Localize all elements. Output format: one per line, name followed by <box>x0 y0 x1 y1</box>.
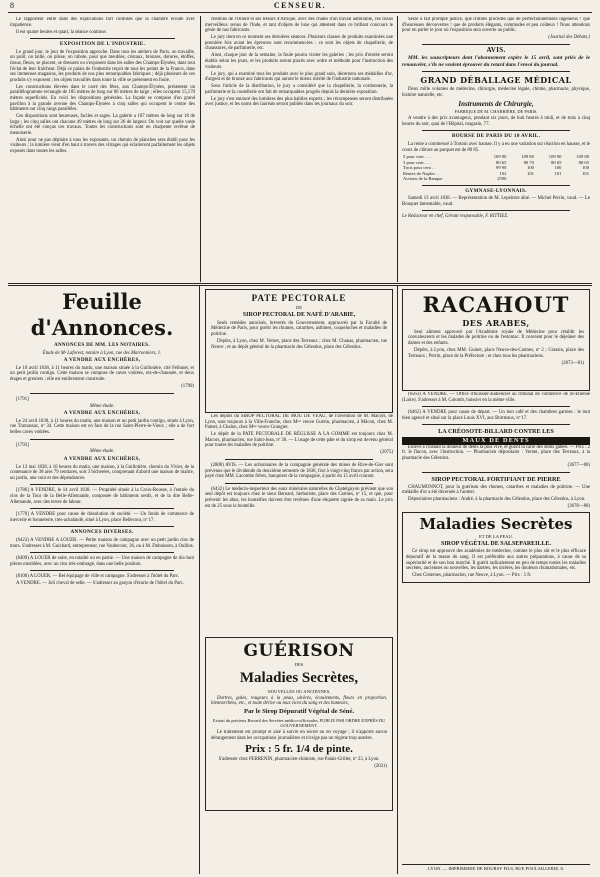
bourse-value: 101 <box>582 170 589 176</box>
vente-text: Le 18 avril 1838, à 11 heures du matin, une maison située à la Guillotière, cité Fellonet, et un petit jardin contigu. Cette maison se compose de caves voûtées, rez-de-chaussée, et deux étages et greniers ; elle est entièrement construite. <box>10 365 194 382</box>
pate-lower-text <box>205 414 393 519</box>
grand-deballage-text: Deux mille volumes de médecine, chirurgie, médecine légale, chimie, pharmacie, physique, histoire naturelle, etc. <box>402 87 590 98</box>
annonce-ref: (8100) <box>16 574 29 580</box>
pate-depots: Dépôts, à Lyon, chez M. Vernet, place des Terreaux ; chez M. Chanas, pharmacien, rue Neuve ; et au dépôt général de la pharmacie des Célestins, place des Célestins. <box>211 338 387 350</box>
article-paragraph: Le jury s'est entouré des lumières des plus habiles experts ; les récompenses seront distribuées avec justice, et les noms des lauréats seront publiés dans les journaux du soir. <box>205 96 393 108</box>
annonce-ref: (6409) <box>16 556 29 562</box>
pate-text: Seuls remèdes autorisés, brevetés du Gouvernement, approuvés par la Faculté de Médecine de Paris, pour guérir les rhumes, catarrhes, asthmes, coqueluches et maladies de poitrine. <box>211 320 387 337</box>
maladies-name: SIROP VÉGÉTAL DE SALSEPAREILLE. <box>440 541 552 548</box>
article-column-right <box>402 17 590 282</box>
bourse-value: 100 <box>554 165 562 171</box>
bourse-label: 5 pour cent. . . . <box>403 154 432 160</box>
annonce-text: A VENDRE pour cause de départ. — Un bon café et des chambres garnies : le tout bien agencé et situé sur la place Louis XVI, aux Brotteaux, nº 17. <box>402 410 590 421</box>
vente-ref: (1790) <box>181 383 194 389</box>
maladies-sub: ET DE LA PEAU. <box>478 534 514 540</box>
vente-ref: [1770] <box>16 512 29 518</box>
maladies-title: Maladies Secrètes <box>419 514 573 533</box>
bourse-label: Actions de la Banque <box>403 176 443 182</box>
bourse-note: La rente a commencé à Tortoni avec hausse. Il y a eu une variation sur réaction en hausse, et le cours de clôture au parquet est de 80 85. <box>402 141 590 153</box>
annonce-ref: (6462) <box>408 410 421 416</box>
vente-ref: [1793] <box>16 442 29 448</box>
bourse-value: 109 80 <box>576 154 589 160</box>
vente-text: A VENDRE pour cause de dissolution de société. — Un fonds de commerce de mercerie et bonneterie, très-achalandé, situé à Lyon, place Bellecour, nº 17. <box>10 512 194 523</box>
bourse-value: 100 <box>527 165 534 171</box>
guerison-sirop: Par le Sirop Dépuratif Végétal de Séné. <box>243 708 355 716</box>
instruments-text: A vendre à des prix avantageux, pendant six jours, de huit heures à midi, et de trois à cinq heures du soir, quai de l'Hôpital, magasin, 77. <box>402 116 590 127</box>
bourse-value: 109 90 <box>548 154 562 160</box>
gymnase-title: GYMNASE-LYONNAIS. <box>465 187 527 194</box>
article-paragraph: Sous l'article de la distribution, le jury a considéré que la chapellerie, la cordonnerie, la parfumerie et la coutellerie ont fait de remarquables progrès depuis la dernière exposition. <box>205 84 393 95</box>
bourse-value: 100 <box>582 165 589 171</box>
pate-name: SIROP PECTORAL DE NAFÉ D'ARABIE, <box>242 312 356 319</box>
etude-line: Étude de Mᵉ Laforest, notaire à Lyon, rue des Marronniers, 1. <box>42 350 162 356</box>
guerison-title: GUÉRISON <box>243 641 355 661</box>
article-paragraph: Le rapporteur entre dans des explications fort confuses que la chambre écoute avec impatience. <box>10 17 195 28</box>
bourse-value: 109 80 <box>521 154 534 160</box>
page-number: 8 <box>10 1 14 10</box>
bourse-value: 80 70 <box>523 159 534 165</box>
avis-heading: AVIS. <box>486 45 506 54</box>
annonce-text: AVIS. — Les actionnaires de la compagnie générale des mines de Rive-de-Gier sont prévenus que le dividende du deuxième semestre de 1838, fixé à vingt-cinq francs par action, sera payé chez MM. Lacombe frères, banquiers de la compagnie, à partir du 15 avril courant. <box>205 462 393 480</box>
article-paragraph: Le jury tient en ce moment ses dernières séances. Plusieurs classes de produits examinées une première fois avant les épreuves sont recommencées : ce sont les objets de chapellerie, de chaussures, de parfumerie, etc. <box>205 35 393 52</box>
gerant-signature: Le Rédacteur en chef, Gérant responsable, F. RITTIEZ. <box>402 214 509 220</box>
feuille-annonces-column <box>10 289 194 874</box>
article-paragraph: Ainsi pour ne pas déplaire à tous les exposants, un chemin de planches sera établi pour les visiteurs ; la lumière vient d'en haut à travers des vitrages qui éclaireront parfaitement les objets exposés dans toutes les salles. <box>10 137 195 155</box>
guerison-sub2: NOUVELLES OU ANCIENNES, <box>267 688 331 694</box>
bourse-value: 102 <box>499 170 507 176</box>
guerison-name: Maladies Secrètes, <box>239 670 359 687</box>
racahout-sub: DES ARABES, <box>462 318 530 329</box>
article-paragraph: Il est quatre heures et quart, la séance continue. <box>16 29 107 35</box>
annonce-ref: (6423) <box>16 538 29 544</box>
gymnase-text: Samedi 13 avril 1838. — Représentation de M. Lepeintre aîné. — Michel Perrin, vaud. — Le Bouquet lamentable, vaud. <box>402 196 590 207</box>
vente-subheading: Même étude. <box>89 449 115 455</box>
annonce-text: A VENDRE. — Office d'huissier-audiencier au tribunal de commerce de St-Étienne (Loire). S'adresser à M. Colomb, huissier en la même ville. <box>402 392 590 403</box>
racahout-ref: (2073—81) <box>561 360 584 366</box>
vente-ref: [1791] <box>16 396 29 402</box>
pate-sub: DE <box>296 305 302 311</box>
instruments-title: Instruments de Chirurgie, <box>458 99 534 108</box>
grand-deballage-title: GRAND DÉBALLAGE MÉDICAL <box>420 75 572 86</box>
bourse-label: Trois pour cent . . <box>403 165 436 171</box>
bourse-value <box>535 176 563 181</box>
instruments-subtitle: FABRIQUE DE M. CHARRIÈRE, DE PARIS. <box>454 109 538 115</box>
vente-text: Le 24 avril 1838, à 11 heures du matin, une maison et un petit jardin contigu, situés à Lyon, rue Tramassac, nº 34. Cette maison est en face de la rue Saint-Pierre-le-Vieux ; elle a de fort belles caves voûtées. <box>10 418 194 435</box>
guerison-sub: DES <box>294 662 304 668</box>
article-paragraph: chemins de l'Orient et ses trésors d'Afrique, avec des châles d'un travail admirable, ces tissus merveilleux venus de l'Inde, et tant d'objets de luxe qui attestent dans ce brillant concours le génie de nos fabricants. <box>205 17 393 34</box>
article-paragraph: Ainsi, chaque jour de la semaine, la foule pourra visiter les galeries ; les prix d'entrée seront établis selon les jours, et les produits seront placés avec ordre et méthode pour l'instruction des visiteurs. <box>205 53 393 70</box>
racahout-ad <box>402 289 590 391</box>
annonce-ref: (2808) <box>211 462 224 468</box>
bourse-value: 101 <box>527 170 534 176</box>
article-paragraph: Les constructions élevées dans le carré des fêtes, aux Champs-Élysées, présentent un parallélogramme rectangle de 185 mètres de long sur 80 mètres de large ; elles occupent 15,170 mètres superficiels. En voici les dispositions générales. La façade se compose d'un grand pavillon à la grande avenue des Champs-Élysées à cinq salles qui occupent le centre des bâtiments sur cinq rangs parallèles. <box>10 84 195 113</box>
vente-ref: [1786] <box>16 488 29 494</box>
newspaper-title: CENSEUR. <box>273 1 327 10</box>
maladies-text: Ce sirop est approuvé des académies de médecine, comme le plus sûr et le plus efficace dépuratif de la masse du sang. Il est préférable aux autres préparations, à cause de sa supériorité et de son bon marché. Il guérit radicalement en peu de temps toutes les maladies secrètes, anciennes ou nouvelles, les dartres, les ulcères, les douleurs rhumatismales, etc. <box>406 549 586 572</box>
creosote-title: LA CRÉOSOTE-BILLARD CONTRE LES <box>438 428 554 436</box>
article-column-left <box>10 17 195 280</box>
pate-pectorale-ad <box>205 289 393 413</box>
notaires-heading: ANNONCES DE MM. LES NOTAIRES. <box>54 343 150 348</box>
article-paragraph: Seize à fait prompte justice, que d'utiles procédés que de perfectionnements ingénieux ! que d'heureuses découvertes ! que de produits élégants, commodes et peu coûteux ! Nous attendons pour en parler le jour où l'exposition sera ouverte au public. <box>402 17 590 34</box>
vente-heading: A VENDRE AUX ENCHÈRES, <box>63 410 141 417</box>
annonce-text: A LOUER de suite, en totalité ou en partie. — Une maison de campagne de dix-huit pièces meublées, avec un clos très-ombragé, dans une belle position. <box>10 556 194 567</box>
sirop-depots: Dépositaires pharmaciens : André, à la pharmacie des Célestins, place des Célestins, à Lyon. <box>408 497 586 503</box>
annonce-text: A LOUER. — Bel équipage de ville et campagne. S'adresser à l'hôtel du Parc. <box>29 574 180 580</box>
article-column-middle <box>205 17 393 280</box>
guerison-price: Prix : 5 fr. 1/4 de pinte. <box>245 742 353 755</box>
sirop-ref: (3678—80) <box>567 504 590 510</box>
bourse-value: 80 65 <box>551 159 562 165</box>
bourse-value: 80 65 <box>578 159 589 165</box>
bourse-label: 3 pour cent. . . . <box>403 159 432 165</box>
bourse-value: 99 90 <box>496 165 507 171</box>
bourse-value <box>562 176 590 181</box>
guerison-ad <box>205 637 393 811</box>
annonce-ref: (2075) <box>380 450 393 456</box>
vente-text: Le 12 mai 1838, à 10 heures du matin, une maison, à la Guillotière, chemin du Vivier, de la contenance de 38 ares 79 centiares, soit 3 bicherées, comprenant d'abord une maison de maître, un jardin, une cour et des dépendances. <box>10 464 194 481</box>
guerison-ref: (2031) <box>374 764 387 770</box>
bourse-value: 101 <box>554 170 562 176</box>
guerison-address: S'adresser chez PERRENIN, pharmacien-chimiste, rue Palais-Grillet, nº 23, à Lyon. <box>218 757 380 763</box>
annonce-text: A VENDRE. — Joli cheval de selle. — S'adresser au garçon d'écurie de l'hôtel du Parc. <box>16 581 184 587</box>
racahout-title: RACAHOUT <box>422 292 570 317</box>
creosote-banner: MAUX DE DENTS <box>402 437 590 445</box>
creosote-text: Enlève à l'instant la douleur de dents la plus vive, et guérit la carie des dents gâtées. — Prix : 2 fr. le flacon, avec l'instruction. — Pharmacien dépositaire : Vernet, place des Terreaux, à la pharmacie des Célestins. <box>402 444 590 462</box>
pate-title: PATE PECTORALE <box>251 293 347 303</box>
sirop-title: SIROP PECTORAL FORTIFIANT DE PIERRE <box>431 475 561 483</box>
vente-heading: A VENDRE AUX ENCHÈRES, <box>63 357 141 364</box>
annonce-text: Le dépôt de la PATE PECTORALE DE RÉGLISSE A LA GOMME est toujours chez M. Macors, pharmacien, rue Saint-Jean, nº 30. — L'usage de cette pâte et du sirop est devenu général pour toutes les maladies de poitrine. <box>205 432 393 449</box>
annonce-ref: (6432) <box>211 486 224 492</box>
bourse-value: 2590 <box>497 176 507 182</box>
vente-text: A VENDRE, le 14 avril 1838. — Propriété située à la Croix-Rousse, à l'entrée du clos de la Tour de la Belle-Allemande, composée de bâtiments neufs, et de la dite Belle-Allemande, avec des terres de labour. <box>10 488 194 505</box>
bourse-row <box>402 176 590 181</box>
bourse-label: Rentes de Naples . . <box>403 170 440 176</box>
bourse-title: BOURSE DE PARIS DU 10 AVRIL. <box>451 133 541 140</box>
guerison-text: Dartres, gales, rougeurs à la peau, ulcères, écoulements, fleurs en proportion, blennorrhées, etc., et toute dérive ou tous vices du sang et des humeurs, <box>211 695 387 707</box>
page-header <box>8 0 592 13</box>
maladies-secretes-ad <box>402 512 590 584</box>
article-source: (Journal des Débats.) <box>548 35 590 41</box>
article-paragraph: Le jury, qui a examiné tous les produits avec le plus grand soin, décernera ses médailles d'or, d'argent et de bronze aux fabricants qui auront le mieux mérité de l'industrie nationale. <box>205 71 393 83</box>
vente-subheading: Même étude. <box>89 403 115 409</box>
sirop-text: CHAUMONNOT, pour la guérison des rhumes, catarrhes et maladies de poitrine. — Une médaille d'or a été décernée à l'auteur. <box>402 484 590 496</box>
bourse-table <box>402 154 590 181</box>
feuille-annonces-title: Feuille d'Annonces. <box>30 289 174 340</box>
avis-text: MM. les souscripteurs dont l'abonnement expire le 15 avril, sont priés de le renouveler, s'ils ne veulent éprouver du retard dans l'envoi du journal. <box>402 55 590 68</box>
bourse-value: 80 65 <box>496 159 507 165</box>
annonce-text: Le médecin-inspecteur des eaux minérales naturelles de Chatelguyon prévient que son seul dépôt est toujours chez le sieur Bernard, herboriste, place des Carmes, nº 15, et que, pour prévenir les abus, les bouteilles doivent être revêtues d'une étiquette signée de sa main. Le prix est de 25 sous la bouteille. <box>205 486 393 509</box>
maladies-address: Chez Cisternes, pharmacien, rue Neuve, à Lyon. — Prix : 5 fr. <box>412 573 532 579</box>
right-annonces-column <box>402 392 590 872</box>
article-paragraph: Le grand jour, le jour de l'exposition approche. Dans tous les ateliers de Paris, on travaille, on polit, on taille, on plisse, on rabote, pour que meubles, cristaux, bronzes, dorures, étoffes, tissus, fleurs, se placent, se dressent ou s'exposent dans les salles des Champs-Élysées, dans tout l'éclat de leur fraîcheur. Déjà ce palais de l'industrie reçoit de tous les points de la France, dans ses immenses magasins, les produits de nos plus remarquables fabriques ; déjà plusieurs de ces produits s'y exposent ; les objets travaillés dans toute la ville se présentent en foule. <box>10 49 195 83</box>
racahout-depots: Dépôts, à Lyon, chez MM. Guinet, place Neuve-des-Carmes, nº 2 ; Grassin, place des Terreaux ; Perrin, place de la Préfecture ; et chez tous les pharmaciens. <box>408 347 584 359</box>
article-paragraph: Ces dispositions sont heureuses, faciles et sages. La galerie a 187 mètres de long sur 18 de large ; les cinq salles ont chacune 49 mètres de long sur 26 de largeur. On voit sur quelle vaste échelle ont été conçus ces travaux. Toutes les constructions sont en charpente revêtue de menuiserie. <box>10 114 195 136</box>
guerison-body: Le traitement est prompt et aisé à suivre en secret ou en voyage ; il n'apporte aucun dérangement dans les occupations journalières et n'exige pas un régime trop austère. <box>211 730 387 741</box>
guerison-note: Extrait du précieux Recueil des Secrètes médico-officinales, PUBLIE PAR ORDRE EXPRÈS DU GOUVERNEMENT. <box>212 717 386 729</box>
section-heading: EXPOSITION DE L'INDUSTRIE. <box>59 41 146 48</box>
creosote-ref: (3677—80) <box>567 463 590 469</box>
bourse-value <box>507 176 535 181</box>
annonce-ref: (6563) <box>408 392 421 397</box>
bourse-value: 109 90 <box>493 154 507 160</box>
imprint: LYON. — IMPRIMERIE DE BOURSY FILS, RUE POULAILLERIE, 8. <box>428 866 564 871</box>
annonce-text: Les dépôts du SIROP PECTORAL DE MOU DE VEAU, de l'invention de M. Macors, de Lyon, sont toujours à la Ville-Franche, chez Mᵐᵉ veuve Guérin, pharmacien, à Mâcon, chez M. Patnet, à Chalon, chez Mᵐᵉ veuve Grangier. <box>205 414 393 431</box>
diverses-heading: ANNONCES DIVERSES. <box>70 529 134 536</box>
vente-heading: A VENDRE AUX ENCHÈRES, <box>63 456 141 463</box>
annonce-text: A VENDRE A LOUER. — Petite maison de campagne avec un petit jardin clos de murs. S'adresser à M. Guichard, entrepreneur, rue Vaubecour, 36, ou à M. Dubuisson, à Oullins. <box>10 538 194 549</box>
racahout-text: Seul aliment approuvé par l'Académie royale de Médecine pour rétablir les convalescents et les malades de poitrine ou de l'estomac. Il convient pour le déjeûner des dames et des enfants. <box>408 329 584 346</box>
